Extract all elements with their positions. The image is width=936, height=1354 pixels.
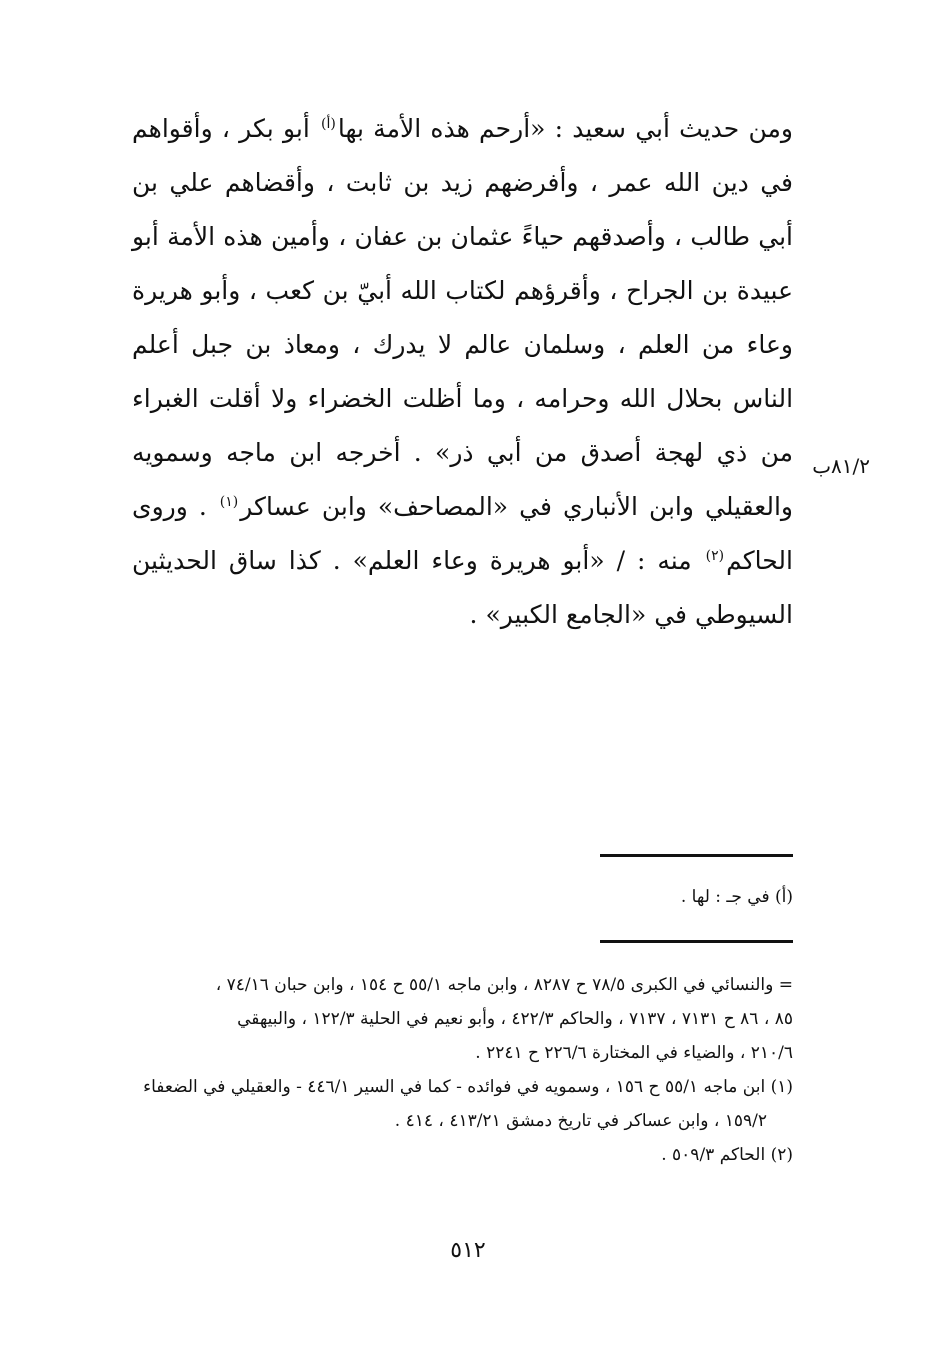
main-text-segment: حياءً عثمان بن عفان ، وأمين هذه الأمة أبو عبيدة بن الجراح ، وأقرؤهم <box>132 222 793 305</box>
footnote-separator <box>600 940 793 943</box>
alternate-reading-footnote: (أ) في جـ : لها . <box>680 887 793 907</box>
main-text-segment: منه : / «أبو هريرة وعاء العلم» . كذا ساق الحديثين السيوطي في <box>132 546 793 629</box>
footnotes-block <box>132 968 793 1172</box>
main-text-segment: «الجامع الكبير» . <box>469 600 647 629</box>
main-text-segment: وسمويه والعقيلي وابن الأنباري في «المصاحف» وابن عساكر <box>132 438 793 521</box>
main-text-block <box>132 102 793 642</box>
footnote-ref-alpha: (أ) <box>321 115 336 132</box>
main-text-segment: ولا أقلت الغبراء من ذي لهجة أصدق من أبي ذر» . أخرجه ابن ماجه <box>132 384 793 467</box>
footnote-line: ٢١٠/٦ ، والضياء في المختارة ٢٢٦/٦ ح ٢٢٤١ . <box>475 1043 793 1063</box>
main-text-segment: ومن حديث أبي سعيد : «أرحم هذه الأمة بها <box>337 114 793 143</box>
footnote-line: (٢) الحاكم ٥٠٩/٣ . <box>661 1145 793 1165</box>
main-text-line <box>132 102 793 642</box>
footnote-line: = والنسائي في الكبرى ٧٨/٥ ح ٨٢٨٧ ، وابن ماجه ٥٥/١ ح ١٥٤ ، وابن حبان ٧٤/١٦ ، <box>215 975 793 995</box>
main-text-segment: . وروى <box>132 492 207 521</box>
footnote-line: ١٥٩/٢ ، وابن عساكر في تاريخ دمشق ٤١٣/٢١ ، ٤١٤ . <box>394 1111 767 1131</box>
main-text-segment: الحاكم <box>726 546 793 575</box>
main-text-segment: الله عمر ، وأفرضهم زيد بن ثابت ، وأقضاهم علي بن أبي طالب ، وأصدقهم <box>132 168 794 251</box>
manuscript-folio-marker: ٨١/٢ب <box>812 454 870 478</box>
main-text-segment: يدرك ، ومعاذ بن جبل أعلم الناس بحلال الله وحرامه ، وما أظلت الخضراء <box>132 330 794 413</box>
footnote-separator-top <box>600 854 793 857</box>
main-text-segment: أبو بكر ، وأقواهم في دين <box>132 114 794 197</box>
footnote-line: (١) ابن ماجه ٥٥/١ ح ١٥٦ ، وسمويه في فوائده - كما في السير ٤٤٦/١ - والعقيلي في الضعفاء <box>143 1077 793 1097</box>
main-text-segment: لكتاب الله أبيّ بن كعب ، وأبو هريرة وعاء من العلم ، وسلمان عالم لا <box>132 276 793 359</box>
page-number: ٥١٢ <box>450 1238 486 1263</box>
footnote-line: ٨٥ ، ٨٦ ح ٧١٣١ ، ٧١٣٧ ، والحاكم ٤٢٢/٣ ، وأبو نعيم في الحلية ١٢٢/٣ ، والبيهقي <box>237 1009 793 1029</box>
footnote-ref-1: (١) <box>219 493 239 510</box>
footnote-ref-2: (٢) <box>705 547 725 564</box>
